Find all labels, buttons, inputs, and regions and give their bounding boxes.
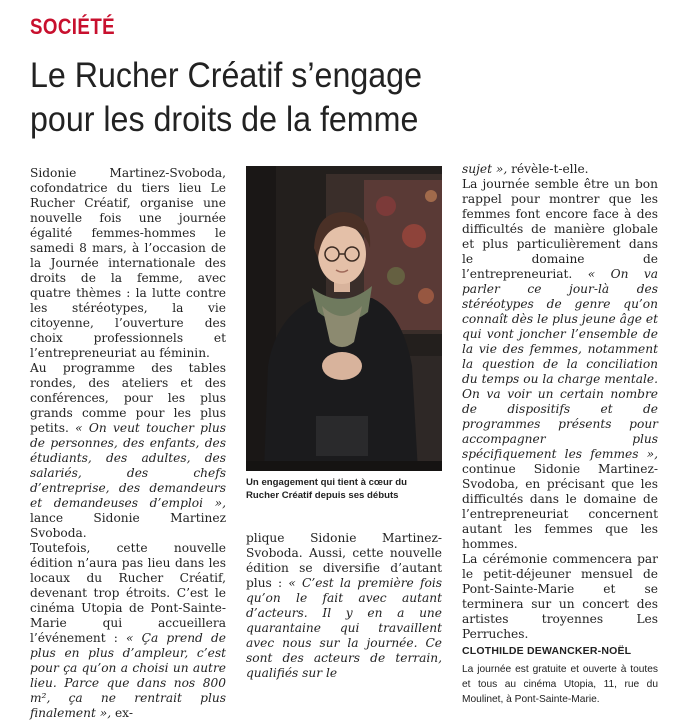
quote: « On va parler ce jour-là des stéréotypes de genre qu’on connaît dès le plus jeune âge et qui vont joncher l’ensemble de la vie des femmes, notamment la question de la conciliation du temps ou la charge mentale. On va voir un certain nombre de dispositifs et de programmes présents pour accompagner plus spécifiquement les femmes »,	[462, 267, 658, 461]
quote: « C’est la première fois qu’on le fait avec autant d’acteurs. Il y en a une quarantaine qui travaillent avec nous sur la journée. Ce sont des acteurs de terrain, qualifiés sur le	[246, 576, 442, 680]
article-column-3	[462, 162, 658, 707]
author-byline: CLOTHILDE DEWANCKER-NOËL	[462, 645, 632, 657]
paragraph	[30, 361, 226, 541]
paragraph: La cérémonie commencera par le petit-déjeuner mensuel de Pont-Sainte-Marie et se terminera sur un concert des artistes troyennes Les Perruches.	[462, 552, 658, 641]
article-photo	[246, 166, 442, 471]
quote: sujet »,	[462, 162, 508, 176]
headline-line-2: pour les droits de la femme	[30, 100, 419, 139]
quote: « On veut toucher plus de personnes, des enfants, des étudiants, des adultes, des salariés, des chefs d’entreprise, des demandeurs et demandeuses d’emploi »,	[30, 421, 226, 510]
body-text: plique Sidonie Martinez-Svoboda. Aussi, cette nouvelle édition se diversifie d’autant plus :	[246, 531, 442, 590]
info-note: La journée est gratuite et ouverte à toutes et tous au cinéma Utopia, 11, rue du Moulinet, à Pont-Sainte-Marie.	[462, 664, 658, 705]
section-rubric: SOCIÉTÉ	[30, 14, 116, 39]
article-headline	[30, 54, 600, 142]
paragraph	[30, 541, 226, 721]
article-column-1	[30, 166, 226, 721]
body-text: continue Sidonie Martinez-Svodoba, en précisant que les difficultés dans le domaine de l’entrepreneuriat concernent autant les femmes que les hommes.	[462, 462, 658, 551]
paragraph	[462, 162, 658, 177]
quote: « Ça prend de plus en plus d’ampleur, c’est pour ça qu’on a choisi un autre lieu. Parce que dans nos 800 m², ça ne rentrait plus finalement »,	[30, 631, 227, 720]
paragraph: Sidonie Martinez-Svoboda, cofondatrice du tiers lieu Le Rucher Créatif, organise une nouvelle fois une journée égalité femmes-hommes le samedi 8 mars, à l’occasion de la Journée internationale des droits de la femme, avec quatre thèmes : la lutte contre les stéréotypes, la vie citoyenne, l’ouverture des choix professionnels et l’entrepreneuriat au féminin.	[30, 166, 226, 360]
body-text: Au programme des tables rondes, des ateliers et des conférences, pour les plus grands comme pour les plus petits.	[30, 361, 226, 435]
body-text: Toutefois, cette nouvelle édition n’aura pas lieu dans les locaux du Rucher Créatif, devenant trop étroits. C’est le cinéma Utopia de Pont-Sainte-Marie qui accueillera l’événement :	[30, 541, 226, 645]
headline-line-1: Le Rucher Créatif s’engage	[30, 56, 423, 95]
body-text: lance Sidonie Martinez Svoboda.	[30, 511, 226, 540]
photo-caption: Un engagement qui tient à cœur du Rucher Créatif depuis ses débuts	[246, 477, 407, 501]
paragraph	[462, 177, 658, 552]
paragraph	[246, 531, 442, 681]
article-column-2	[246, 531, 442, 681]
body-text: ex-	[114, 706, 133, 720]
body-text: révèle-t-elle.	[511, 162, 589, 176]
body-text: La journée semble être un bon rappel pour montrer que les femmes font encore face à des difficultés de manière globale et plus particulièrement dans le domaine de l’entrepreneuriat.	[462, 177, 658, 281]
